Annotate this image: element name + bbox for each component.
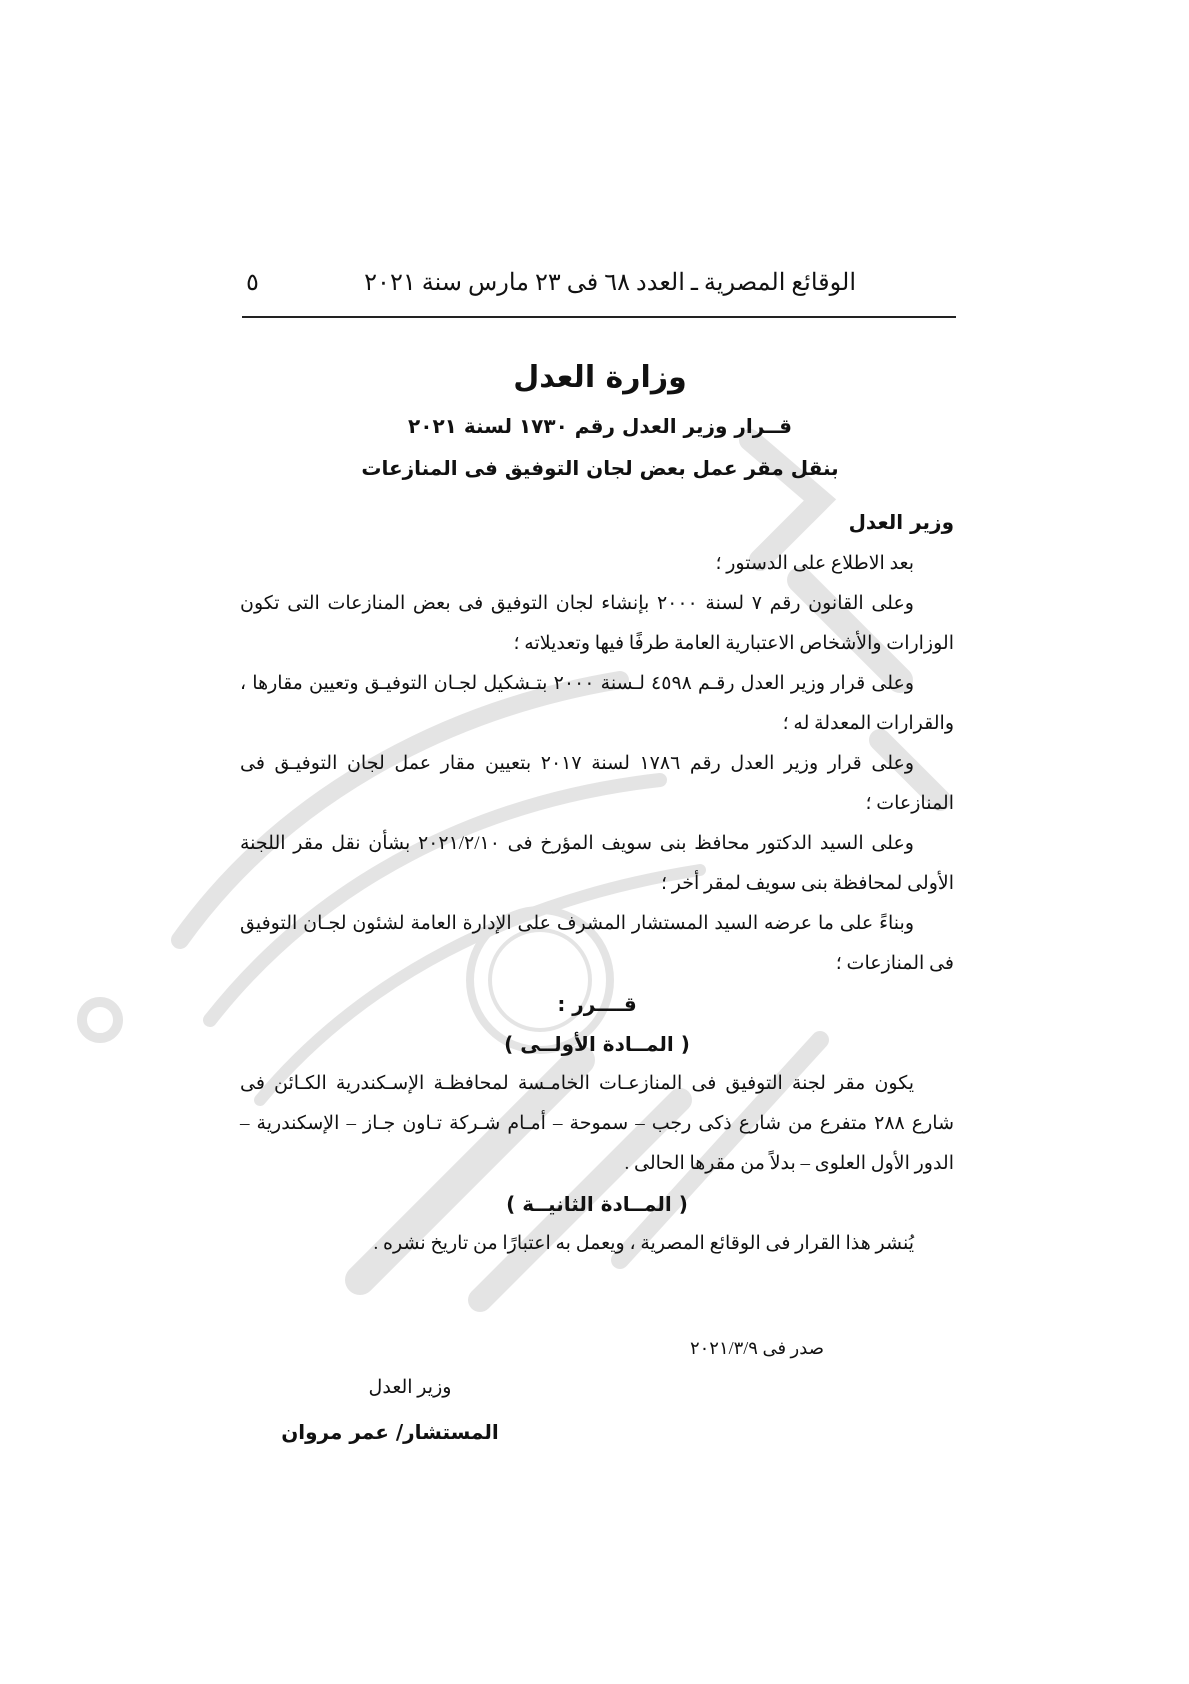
article-heading: ( المــادة الأولــى ) xyxy=(504,1032,690,1056)
decided-heading: قــــرر : xyxy=(557,992,637,1016)
ministry-heading: وزارة العدل xyxy=(513,360,687,395)
article-text: يكون مقر لجنة التوفيق فى المنازعـات الخامـسة لمحافظـة الإسـكندرية الكـائن فى شارع ٢٨٨ متفرع من شارع ذكى رجب – سموحة – أمـام شـركة تـاون جـاز – الإسكندرية – الدور الأول العلوى – بدلاً من مقرها الحالى . xyxy=(240,1073,954,1174)
preamble-item: وعلى قرار وزير العدل رقم ١٧٨٦ لسنة ٢٠١٧ بتعيين مقار عمل لجان التوفيـق فى المنازعات ؛ xyxy=(240,753,954,814)
article-heading: ( المــادة الثانيــة ) xyxy=(506,1192,688,1216)
addressee: وزير العدل xyxy=(848,510,954,534)
decree-subject: بنقل مقر عمل بعض لجان التوفيق فى المنازعات xyxy=(361,456,839,480)
page-number: ٥ xyxy=(246,270,259,296)
preamble-item: وعلى السيد الدكتور محافظ بنى سويف المؤرخ فى ٢٠٢١/٢/١٠ بشأن نقل مقر اللجنة الأولى لمحافظة بنى سويف لمقر أخر ؛ xyxy=(240,833,954,894)
preamble-item: وبناءً على ما عرضه السيد المستشار المشرف على الإدارة العامة لشئون لجـان التوفيق فى المنازعات ؛ xyxy=(240,913,954,974)
gazette-header xyxy=(240,268,960,308)
decree-body xyxy=(240,500,954,1264)
issue-date: صدر فى ٢٠٢١/٣/٩ xyxy=(689,1338,824,1358)
preamble-item: وعلى قرار وزير العدل رقـم ٤٥٩٨ لـسنة ٢٠٠٠ بتـشكيل لجـان التوفيـق وتعيين مقارها ، والقرارات المعدلة له ؛ xyxy=(240,673,954,734)
signer-title: وزير العدل xyxy=(368,1377,452,1398)
article-text: يُنشر هذا القرار فى الوقائع المصرية ، ويعمل به اعتبارًا من تاريخ نشره . xyxy=(373,1233,914,1254)
signer-name: المستشار/ عمر مروان xyxy=(281,1420,499,1444)
preamble-item: وعلى القانون رقم ٧ لسنة ٢٠٠٠ بإنشاء لجان التوفيق فى بعض المنازعات التى تكون الوزارات والأشخاص الاعتبارية العامة طرفًا فيها وتعديلاته ؛ xyxy=(240,593,954,654)
decree-title: قــرار وزير العدل رقم ١٧٣٠ لسنة ٢٠٢١ xyxy=(408,414,792,438)
gazette-issue-title: الوقائع المصرية ـ العدد ٦٨ فى ٢٣ مارس سنة ٢٠٢١ xyxy=(364,270,856,296)
preamble-item: بعد الاطلاع على الدستور ؛ xyxy=(715,553,914,574)
header-divider xyxy=(242,316,956,318)
